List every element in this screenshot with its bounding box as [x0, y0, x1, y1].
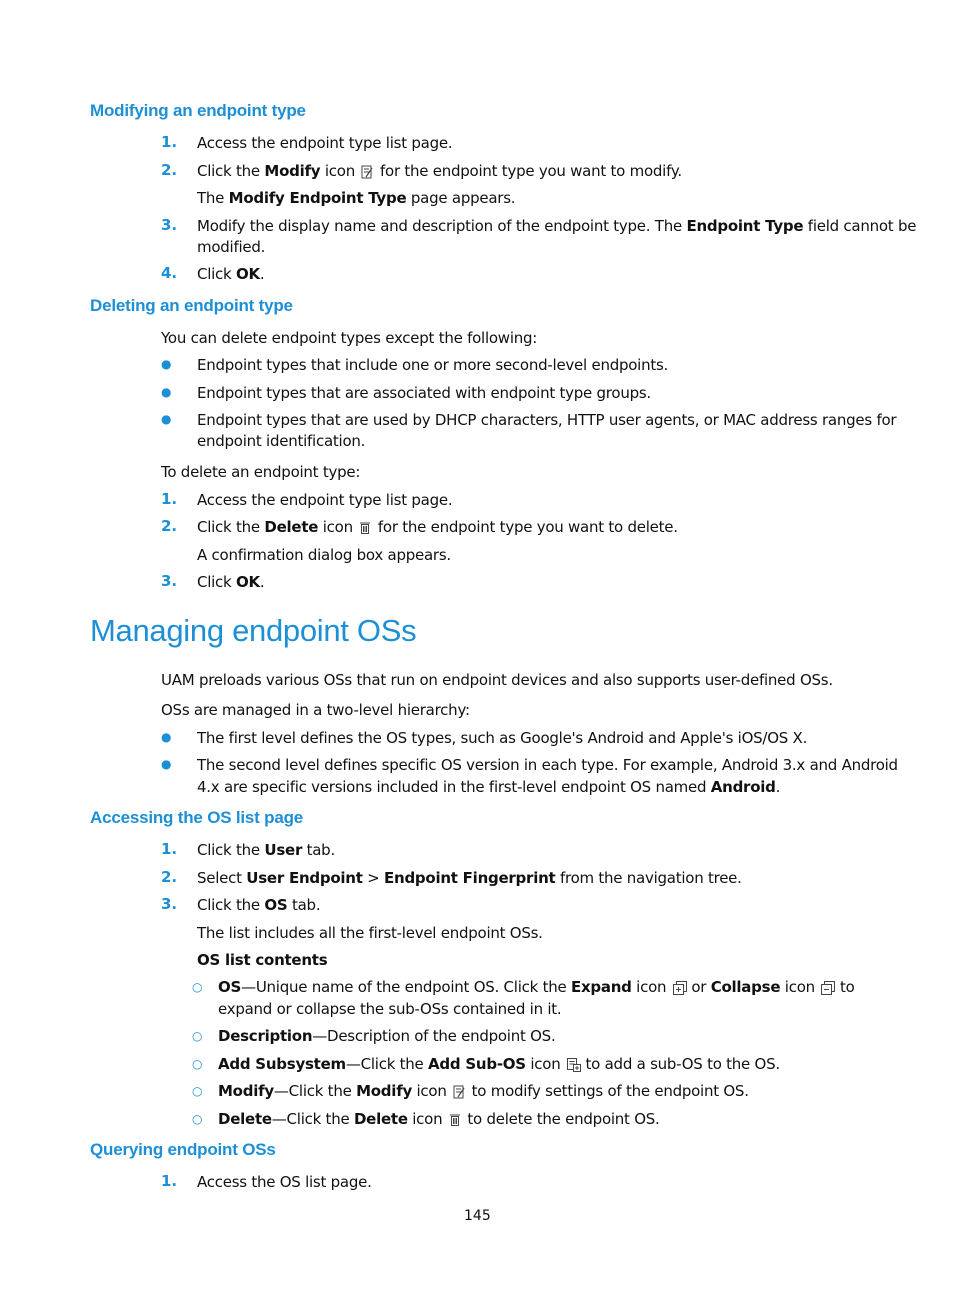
- hollow-bullet: ○: [192, 980, 203, 994]
- bullet-dot: ●: [161, 385, 172, 399]
- step-text: Access the endpoint type list page.: [197, 134, 453, 152]
- step-note: The Modify Endpoint Type page appears.: [197, 189, 516, 207]
- step-text: Access the OS list page.: [197, 1173, 372, 1191]
- step-number: 3.: [161, 895, 178, 913]
- step-text: Click the OS tab.: [197, 896, 321, 914]
- step-text: Select User Endpoint > Endpoint Fingerprint from the navigation tree.: [197, 869, 742, 887]
- step-number: 4.: [161, 264, 178, 282]
- bullet-text: The first level defines the OS types, such as Google's Android and Apple's iOS/OS X.: [197, 729, 808, 747]
- heading-querying-endpoint-oss: Querying endpoint OSs: [90, 1140, 276, 1159]
- list-item: Delete—Click the Delete icon to delete the endpoint OS.: [218, 1110, 660, 1128]
- heading-managing-endpoint-oss: Managing endpoint OSs: [90, 613, 417, 648]
- step-text: Click OK.: [197, 573, 265, 591]
- os-list-contents-title: OS list contents: [197, 951, 328, 969]
- delete-icon: [359, 521, 371, 534]
- step-text: Click the User tab.: [197, 841, 335, 859]
- bullet-text-continued: endpoint identification.: [197, 432, 366, 450]
- paragraph: UAM preloads various OSs that run on endpoint devices and also supports user-defined OSs.: [161, 671, 833, 689]
- delete-icon: [449, 1113, 461, 1126]
- step-number: 1.: [161, 840, 178, 858]
- hollow-bullet: ○: [192, 1112, 203, 1126]
- bullet-text-continued: 4.x are specific versions included in the first-level endpoint OS named Android.: [197, 778, 781, 796]
- step-text: Click the Delete icon for the endpoint type you want to delete.: [197, 518, 678, 536]
- bullet-dot: ●: [161, 357, 172, 371]
- step-number: 1.: [161, 133, 178, 151]
- add-sub-os-icon: [567, 1058, 579, 1071]
- step-text: Click the Modify icon for the endpoint type you want to modify.: [197, 162, 682, 180]
- step-text: Click OK.: [197, 265, 265, 283]
- bullet-text: Endpoint types that are associated with endpoint type groups.: [197, 384, 651, 402]
- bullet-dot: ●: [161, 412, 172, 426]
- list-item: Add Subsystem—Click the Add Sub-OS icon to add a sub-OS to the OS.: [218, 1055, 780, 1073]
- step-number: 3.: [161, 572, 178, 590]
- bullet-text: Endpoint types that include one or more second-level endpoints.: [197, 356, 669, 374]
- step-note: The list includes all the first-level endpoint OSs.: [197, 924, 543, 942]
- paragraph: To delete an endpoint type:: [161, 463, 361, 481]
- bullet-text: Endpoint types that are used by DHCP characters, HTTP user agents, or MAC address ranges for: [197, 411, 897, 429]
- step-number: 3.: [161, 216, 178, 234]
- list-item-continued: expand or collapse the sub-OSs contained in it.: [218, 1000, 562, 1018]
- heading-modifying-endpoint-type: Modifying an endpoint type: [90, 101, 306, 120]
- collapse-icon: [821, 981, 833, 994]
- hollow-bullet: ○: [192, 1029, 203, 1043]
- bullet-dot: ●: [161, 730, 172, 744]
- step-text: Modify the display name and description of the endpoint type. The Endpoint Type field cannot be: [197, 217, 917, 235]
- step-number: 2.: [161, 517, 178, 535]
- list-item: Description—Description of the endpoint OS.: [218, 1027, 556, 1045]
- heading-deleting-endpoint-type: Deleting an endpoint type: [90, 296, 293, 315]
- heading-accessing-os-list-page: Accessing the OS list page: [90, 808, 304, 827]
- step-number: 1.: [161, 1172, 178, 1190]
- step-text-continued: modified.: [197, 238, 266, 256]
- list-item: OS—Unique name of the endpoint OS. Click the Expand icon or Collapse icon to: [218, 978, 855, 996]
- modify-icon: [453, 1085, 465, 1098]
- step-text: Access the endpoint type list page.: [197, 491, 453, 509]
- step-number: 1.: [161, 490, 178, 508]
- hollow-bullet: ○: [192, 1084, 203, 1098]
- hollow-bullet: ○: [192, 1057, 203, 1071]
- bullet-dot: ●: [161, 757, 172, 771]
- list-item: Modify—Click the Modify icon to modify settings of the endpoint OS.: [218, 1082, 749, 1100]
- step-number: 2.: [161, 161, 178, 179]
- paragraph: You can delete endpoint types except the following:: [161, 329, 538, 347]
- page-number: 145: [464, 1208, 491, 1224]
- expand-icon: [673, 981, 685, 994]
- step-number: 2.: [161, 868, 178, 886]
- step-note: A confirmation dialog box appears.: [197, 546, 451, 564]
- modify-icon: [361, 165, 373, 178]
- paragraph: OSs are managed in a two-level hierarchy:: [161, 701, 470, 719]
- bullet-text: The second level defines specific OS version in each type. For example, Android 3.x and Android: [197, 756, 898, 774]
